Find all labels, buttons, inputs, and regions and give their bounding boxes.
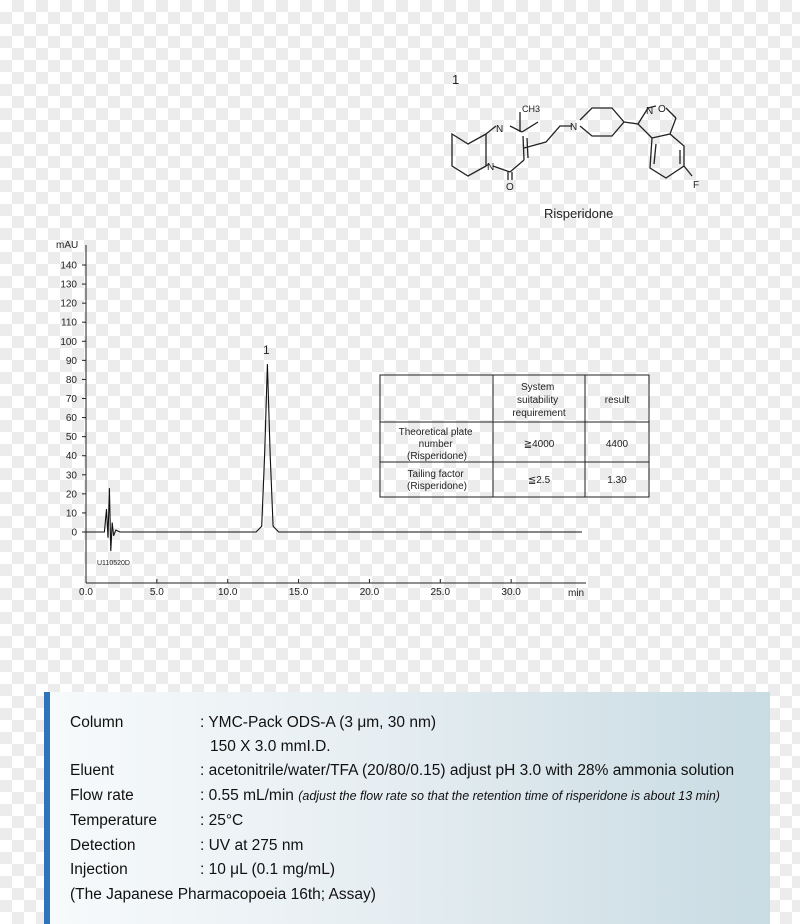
peak-label-1: 1: [263, 343, 270, 358]
y-tick-label: 140: [60, 260, 77, 272]
condition-value-flow: : 0.55 mL/min: [200, 787, 294, 804]
condition-label-injection: Injection: [70, 861, 128, 878]
risperidone-structure: [430, 60, 730, 230]
table-cell-plates-requirement: ≧4000: [523, 439, 555, 450]
table-cell-tailing-requirement: ≦2.5: [527, 475, 551, 486]
condition-flow-note: (adjust the flow rate so that the retention time of risperidone is about 13 min): [298, 789, 720, 803]
x-tick-label: 30.0: [501, 587, 521, 598]
atom-n-bottom: N: [487, 162, 495, 173]
atom-o-isoxazole: O: [658, 104, 666, 115]
table-header-result: result: [604, 395, 630, 406]
x-tick-label: 25.0: [430, 587, 451, 598]
atom-n-piperidine: N: [570, 122, 578, 133]
condition-label-flow: Flow rate: [70, 787, 134, 804]
table-row-label-tailing: Tailing factor (Risperidone): [406, 469, 468, 492]
condition-temperature: [70, 812, 243, 830]
table-cell-tailing-result: 1.30: [607, 475, 627, 486]
x-tick-label: 15.0: [288, 587, 309, 598]
chromatogram: [0, 225, 800, 615]
x-tick-label: 0.0: [79, 587, 93, 598]
y-tick-label: 20: [65, 489, 77, 501]
y-tick-label: 60: [65, 413, 77, 425]
atom-n-top: N: [496, 124, 504, 135]
condition-value-injection: : 10 μL (0.1 mg/mL): [200, 861, 335, 878]
y-tick-label: 100: [60, 336, 77, 348]
condition-column: [70, 714, 436, 732]
y-tick-label: 10: [65, 508, 77, 520]
methyl-label: CH3: [522, 104, 541, 114]
y-ticks: [60, 261, 86, 539]
condition-label-temperature: Temperature: [70, 812, 158, 829]
condition-label-eluent: Eluent: [70, 762, 114, 779]
table-cell-plates-result: 4400: [605, 439, 629, 450]
y-tick-label: 0: [71, 527, 77, 539]
condition-reference: (The Japanese Pharmacopoeia 16th; Assay): [70, 886, 376, 903]
structure-peak-number: 1: [452, 72, 460, 87]
condition-value-column: : YMC-Pack ODS-A (3 μm, 30 nm): [200, 714, 437, 731]
x-tick-label: 10.0: [217, 587, 238, 598]
x-axis-label: min: [568, 588, 585, 599]
y-tick-label: 110: [61, 317, 77, 329]
table-header-requirement: System suitability requirement: [512, 382, 566, 419]
x-tick-label: 5.0: [149, 587, 164, 598]
y-tick-label: 130: [60, 279, 77, 291]
condition-eluent: [70, 762, 734, 780]
chromatogram-trace: [86, 364, 582, 551]
atom-f: F: [693, 180, 700, 191]
y-tick-label: 40: [65, 451, 77, 463]
condition-injection: [70, 861, 335, 879]
table-row-label-plates: Theoretical plate number (Risperidone): [398, 427, 473, 462]
y-axis-label: mAU: [56, 240, 79, 251]
condition-label-column: Column: [70, 714, 124, 731]
condition-value-detection: : UV at 275 nm: [200, 837, 304, 854]
condition-detection: [70, 837, 303, 855]
y-tick-label: 120: [60, 298, 77, 310]
x-ticks: [79, 579, 521, 598]
y-tick-label: 80: [65, 374, 77, 386]
y-tick-label: 50: [65, 432, 77, 444]
condition-label-detection: Detection: [70, 837, 136, 854]
condition-flow-rate: [70, 787, 720, 805]
condition-value-eluent: : acetonitrile/water/TFA (20/80/0.15) adjust pH 3.0 with 28% ammonia solution: [200, 762, 735, 779]
condition-value-temperature: : 25°C: [200, 812, 244, 829]
sample-code: U110520D: [97, 560, 130, 567]
condition-column-dimensions: 150 X 3.0 mmI.D.: [210, 738, 331, 755]
y-tick-label: 30: [65, 470, 77, 482]
x-tick-label: 20.0: [359, 587, 380, 598]
conditions-panel: [44, 692, 770, 924]
atom-o-carbonyl: O: [506, 182, 514, 193]
y-tick-label: 70: [65, 394, 77, 405]
atom-n-isoxazole: N: [646, 106, 654, 117]
y-tick-label: 90: [65, 355, 77, 367]
compound-name: Risperidone: [544, 206, 614, 221]
